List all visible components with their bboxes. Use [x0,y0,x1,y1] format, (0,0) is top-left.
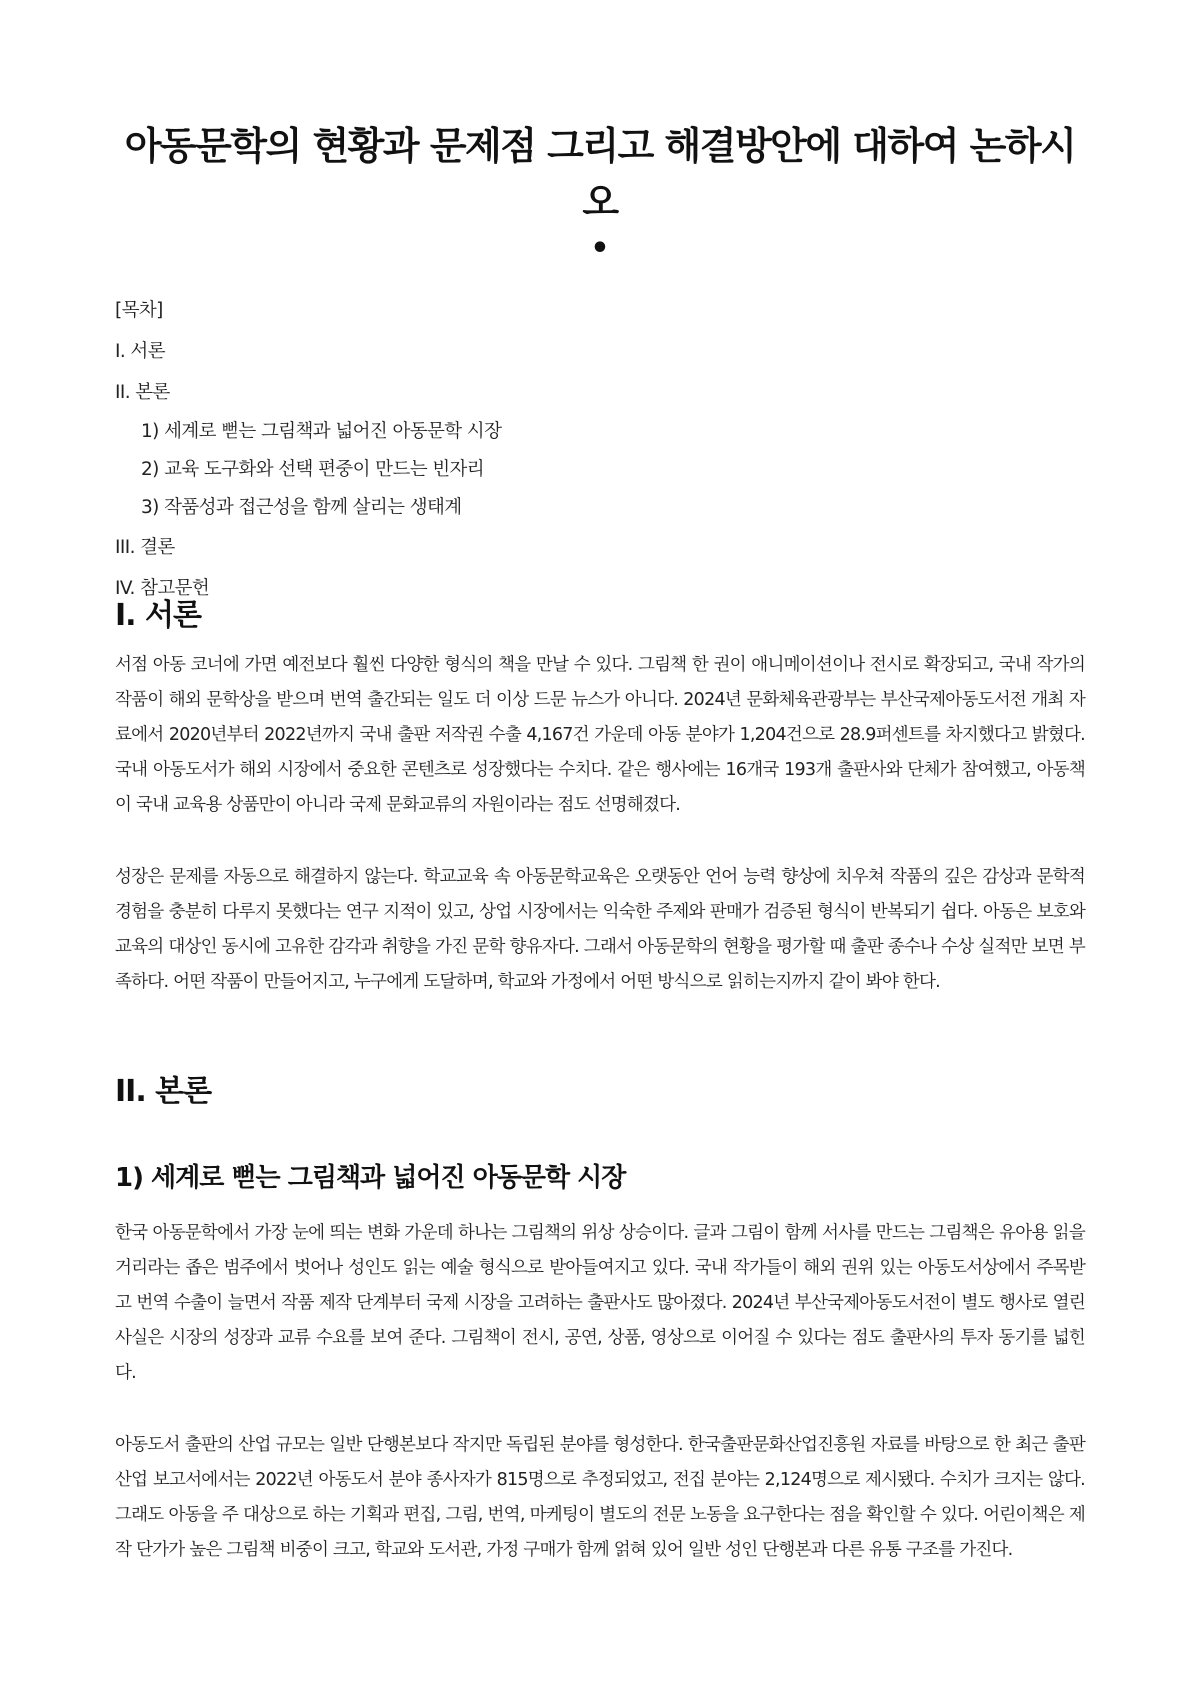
sub1-paragraph-2 [115,1428,1085,1568]
paragraph: 서점 아동 코너에 가면 예전보다 훨씬 다양한 형식의 책을 만날 수 있다. 그림책 한 권이 애니메이션이나 전시로 확장되고, 국내 작가의 작품이 해외 문학상을 받으며 번역 출간되는 일도 더 이상 드문 뉴스가 아니다. 2024년 문화체육관광부는 부산국제아동도서전 개최 자료에서 2020년부터 2022년까지 국내 출판 저작권 수출 4,167건 가운데 아동 분야가 1,204건으로 28.9퍼센트를 차지했다고 밝혔다. 국내 아동도서가 해외 시장에서 중요한 콘텐츠로 성장했다는 수치다. 같은 행사에는 16개국 193개 출판사와 단체가 참여했고, 아동책이 국내 교육용 상품만이 아니라 국제 문화교류의 자원이라는 점도 선명해졌다. [115,655,1085,815]
toc-subitem: 2) 교육 도구화와 선택 편중이 만드는 빈자리 [141,459,485,480]
title-bullet: • [590,231,610,266]
section-heading-intro: I. 서론 [115,598,201,633]
subsection-1 [115,1160,1085,1196]
toc-item: III. 결론 [115,536,175,558]
document-title: 아동문학의 현황과 문제점 그리고 해결방안에 대하여 논하시오 [124,124,1076,224]
toc-item: II. 본론 [115,381,170,403]
toc-item: IV. 참고문헌 [115,577,210,599]
toc-subitem: 3) 작품성과 접근성을 함께 살리는 생태계 [141,497,462,518]
intro-paragraph-1 [115,648,1085,823]
toc-heading: [목차] [115,299,163,321]
intro-paragraph-2 [115,860,1085,1000]
body-section [115,1072,1085,1112]
sub1-paragraph-1 [115,1216,1085,1391]
toc-item: I. 서론 [115,340,165,362]
intro-section [115,596,1085,636]
section-heading-body: II. 본론 [115,1074,212,1109]
toc-subitem: 1) 세계로 뻗는 그림책과 넓어진 아동문학 시장 [141,421,502,442]
paragraph: 한국 아동문학에서 가장 눈에 띄는 변화 가운데 하나는 그림책의 위상 상승이다. 글과 그림이 함께 서사를 만드는 그림책은 유아용 읽을거리라는 좁은 범주에서 벗어나 성인도 읽는 예술 형식으로 받아들여지고 있다. 국내 작가들이 해외 권위 있는 아동도서상에서 주목받고 번역 수출이 늘면서 작품 제작 단계부터 국제 시장을 고려하는 출판사도 많아졌다. 2024년 부산국제아동도서전이 별도 행사로 열린 사실은 시장의 성장과 교류 수요를 보여 준다. 그림책이 전시, 공연, 상품, 영상으로 이어질 수 있다는 점도 출판사의 투자 동기를 넓힌다. [115,1223,1085,1383]
table-of-contents [115,290,1085,609]
subsection-heading: 1) 세계로 뻗는 그림책과 넓어진 아동문학 시장 [115,1163,626,1193]
paragraph: 성장은 문제를 자동으로 해결하지 않는다. 학교교육 속 아동문학교육은 오랫동안 언어 능력 향상에 치우쳐 작품의 깊은 감상과 문학적 경험을 충분히 다루지 못했다는 연구 지적이 있고, 상업 시장에서는 익숙한 주제와 판매가 검증된 형식이 반복되기 쉽다. 아동은 보호와 교육의 대상인 동시에 고유한 감각과 취향을 가진 문학 향유자다. 그래서 아동문학의 현황을 평가할 때 출판 종수나 수상 실적만 보면 부족하다. 어떤 작품이 만들어지고, 누구에게 도달하며, 학교와 가정에서 어떤 방식으로 읽히는지까지 같이 봐야 한다. [115,867,1085,992]
paragraph: 아동도서 출판의 산업 규모는 일반 단행본보다 작지만 독립된 분야를 형성한다. 한국출판문화산업진흥원 자료를 바탕으로 한 최근 출판산업 보고서에서는 2022년 아동도서 분야 종사자가 815명으로 추정되었고, 전집 분야는 2,124명으로 제시됐다. 수치가 크지는 않다. 그래도 아동을 주 대상으로 하는 기획과 편집, 그림, 번역, 마케팅이 별도의 전문 노동을 요구한다는 점을 확인할 수 있다. 어린이책은 제작 단가가 높은 그림책 비중이 크고, 학교와 도서관, 가정 구매가 함께 얽혀 있어 일반 성인 단행본과 다른 유통 구조를 가진다. [115,1435,1085,1560]
